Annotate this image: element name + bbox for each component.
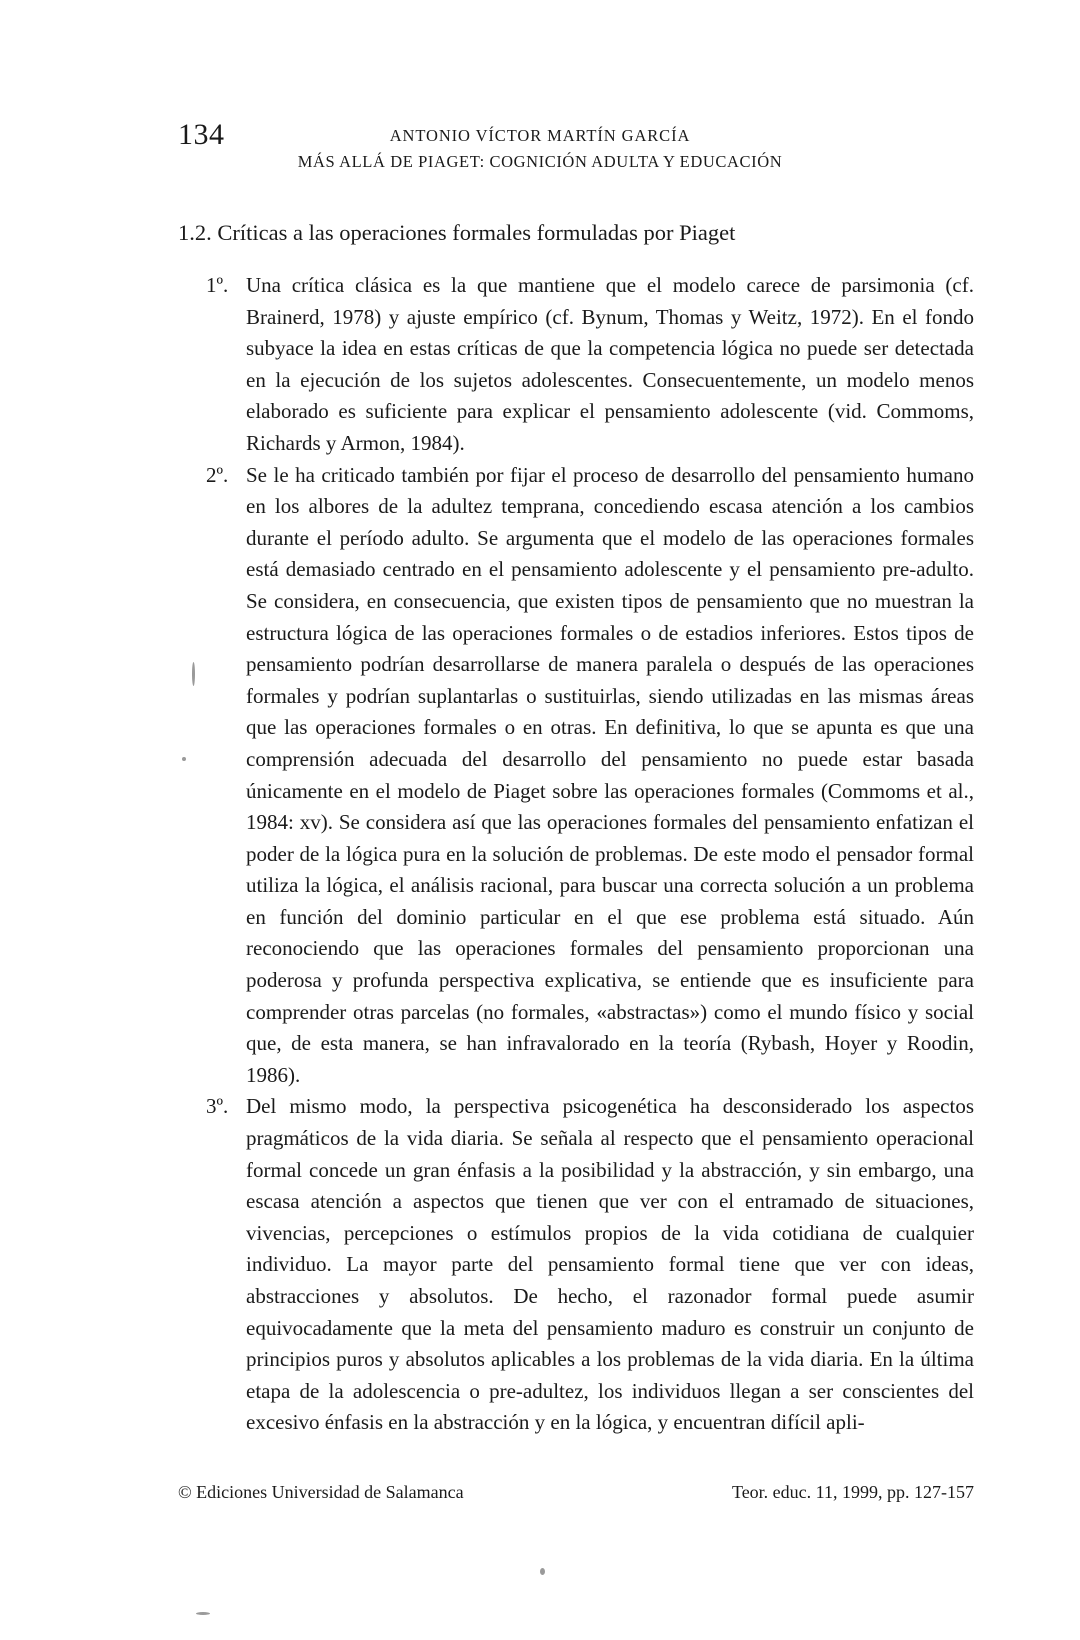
footer-publisher: © Ediciones Universidad de Salamanca — [178, 1482, 464, 1502]
page-header — [0, 118, 1080, 188]
list-item-text: Una crítica clásica es la que mantiene que el modelo carece de parsimonia (cf. Brainerd, 1978) y ajuste empírico (cf. Bynum, Thomas y Weitz, 1972). En el fondo subyace la idea en estas críticas de que la competencia lógica no puede ser detectada en la ejecución de los sujetos adolescentes. Consecuentemente, un modelo menos elaborado es suficiente para explicar el pensamiento adolescente (vid. Commoms, Richards y Armon, 1984). — [246, 273, 974, 455]
scan-speck — [182, 757, 186, 761]
list-item-marker: 2º. — [206, 462, 229, 487]
list-item-text: Del mismo modo, la perspectiva psicogenética ha desconsiderado los aspectos pragmáticos de la vida diaria. Se señala al respecto que el pensamiento operacional formal concede un gran énfasis a la posibilidad y la abstracción, y sin embargo, una escasa atención a aspectos que tienen que ver con el entramado de situaciones, vivencias, percepciones o estímulos propios de la vida cotidiana de cualquier individuo. La mayor parte del pensamiento formal tiene que ver con ideas, abstracciones y absolutos. De hecho, el razonador formal puede asumir equivocadamente que la meta del pensamiento maduro es construir un conjunto de principios puros y absolutos aplicables a los problemas de la vida diaria. En la última etapa de la adolescencia o pre-adultez, los individuos llegan a ser conscientes del excesivo énfasis en la abstracción y en la lógica, y encuentran difícil apli- — [246, 1094, 974, 1435]
running-head-title: MÁS ALLÁ DE PIAGET: COGNICIÓN ADULTA Y EDUCACIÓN — [297, 152, 783, 171]
list-item-marker: 1º. — [206, 273, 229, 297]
list-item — [178, 1091, 974, 1439]
list-item — [178, 270, 974, 460]
running-head-author: ANTONIO VÍCTOR MARTÍN GARCÍA — [389, 126, 691, 145]
footer-citation: Teor. educ. 11, 1999, pp. 127-157 — [731, 1482, 974, 1502]
scan-speck — [540, 1568, 545, 1575]
scan-speck — [192, 662, 195, 686]
running-head — [0, 123, 1080, 175]
scan-speck — [196, 1612, 210, 1615]
list-item-marker: 3º. — [206, 1094, 229, 1119]
list-item-text: Se le ha criticado también por fijar el proceso de desarrollo del pensamiento humano en los albores de la adultez temprana, concediendo escasa atención a los cambios durante el período adulto. Se argumenta que el modelo de las operaciones formales está demasiado centrado en el pensamiento adolescente y el pensamiento pre-adulto. Se considera, en consecuencia, que existen tipos de pensamiento que no muestran la estructura lógica de las operaciones formales o de estadios inferiores. Estos tipos de pensamiento podrían desarrollarse de manera paralela o después de las operaciones formales y podrían suplantarlas o sustituirlas, siendo utilizadas en las mismas áreas que las operaciones formales o en otras. En definitiva, lo que se apunta es que una comprensión adecuada del desarrollo del pensamiento no puede estar basada únicamente en el modelo de Piaget sobre las operaciones formales (Commoms et al., 1984: xv). Se considera así que las operaciones formales del pensamiento enfatizan el poder de la lógica pura en la solución de problemas. De este modo el pensador formal utiliza la lógica, el análisis racional, para buscar una correcta solución a un problema en función del dominio particular en el que ese problema está situado. Aún reconociendo que las operaciones formales del pensamiento proporcionan una poderosa y profunda perspectiva explicativa, se entiende que es insuficiente para comprender otras parcelas (no formales, «abstractas») como el mundo físico y social que, de esta manera, se han infravalorado en la teoría (Rybash, Hoyer y Roodin, 1986). — [246, 462, 974, 1087]
page-number: 134 — [178, 118, 225, 151]
page-body — [178, 218, 974, 1439]
list-item — [178, 460, 974, 1092]
section-heading: 1.2. Críticas a las operaciones formales formuladas por Piaget — [178, 220, 736, 245]
